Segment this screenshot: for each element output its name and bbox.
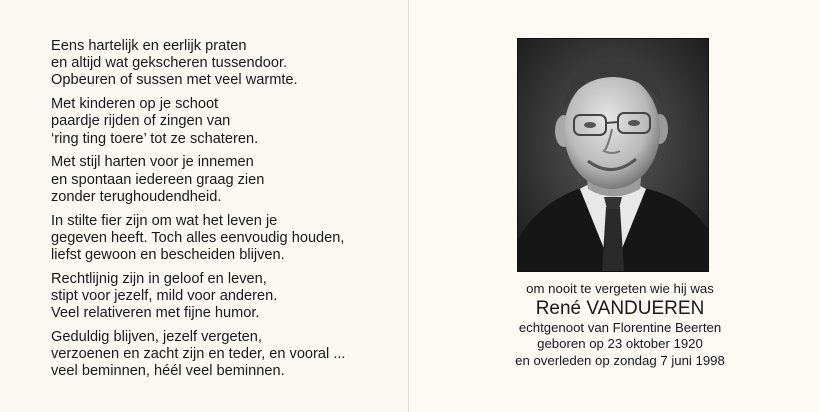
intro-text: om nooit te vergeten wie hij was	[526, 281, 714, 296]
poem-line: Eens hartelijk en eerlijk praten	[51, 38, 247, 54]
spouse-text: echtgenoot van Florentine Beerten	[518, 320, 722, 336]
poem-stanza	[51, 329, 346, 381]
poem-line: liefst gewoon en bescheiden blijven.	[51, 247, 285, 264]
portrait-image	[518, 39, 708, 271]
poem-stanza	[51, 213, 346, 265]
poem-line: veel beminnen, héél veel beminnen.	[51, 363, 285, 380]
poem-line: en altijd wat gekscheren tussendoor.	[51, 55, 288, 72]
poem-line: Veel relativeren met fijne humor.	[51, 305, 260, 322]
poem-stanza	[51, 38, 346, 90]
poem-line: Met kinderen op je schoot	[51, 96, 219, 113]
left-panel	[0, 0, 409, 412]
poem-line: Opbeuren of sussen met veel warmte.	[51, 72, 298, 89]
poem-line: In stilte fier zijn om wat het leven je	[51, 212, 278, 229]
poem-line: Met stijl harten voor je innemen	[51, 154, 254, 171]
poem-stanza	[51, 96, 346, 148]
poem-line: paardje rijden of zingen van	[51, 113, 231, 130]
poem-line: zonder terughoudendheid.	[51, 188, 222, 205]
poem-line: Rechtlijnig zijn in geloof en leven,	[51, 270, 267, 287]
death-date: en overleden op zondag 7 juni 1998	[515, 352, 725, 368]
poem-line: ‘ring ting toere’ tot ze schateren.	[51, 130, 259, 147]
poem	[51, 38, 346, 387]
deceased-name: René VANDUEREN	[535, 298, 705, 320]
birth-date: geboren op 23 oktober 1920	[537, 336, 703, 352]
memorial-caption	[490, 281, 750, 369]
poem-stanza	[51, 154, 346, 206]
poem-line: gegeven heeft. Toch alles eenvoudig houden,	[51, 229, 345, 246]
poem-line: Geduldig blijven, jezelf vergeten,	[51, 329, 262, 346]
poem-stanza	[51, 271, 346, 323]
portrait-photo	[517, 38, 709, 272]
poem-line: stipt voor jezelf, mild voor anderen.	[51, 288, 278, 305]
poem-line: verzoenen en zacht zijn en teder, en vooral ...	[51, 346, 346, 363]
poem-line: en spontaan iedereen graag zien	[51, 171, 265, 188]
